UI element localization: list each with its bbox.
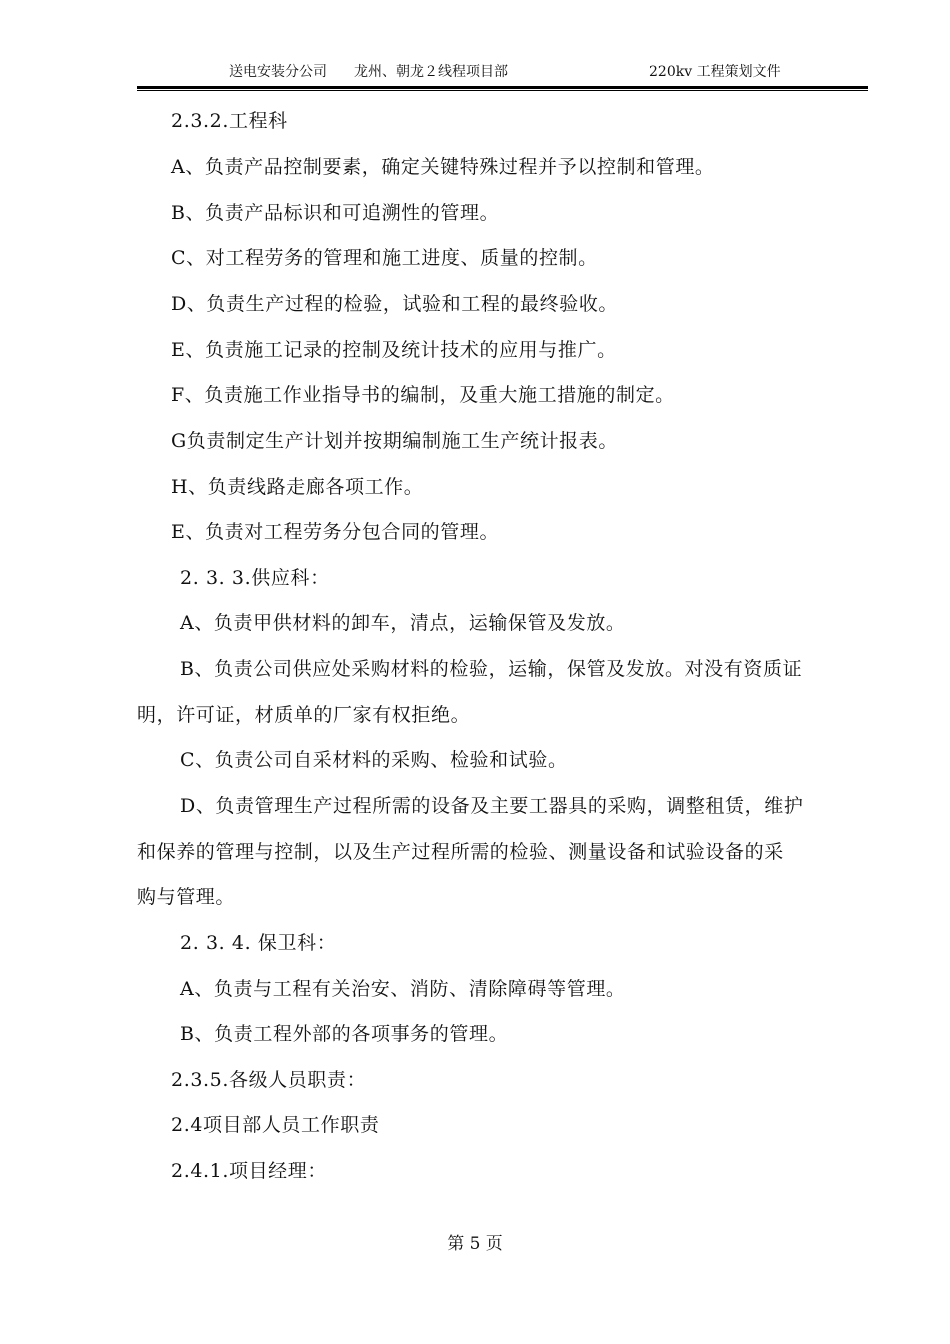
section-heading-supply: 2. 3. 3.供应科： <box>180 567 330 589</box>
section-heading-engineering: 2.3.2.工程科 <box>171 110 288 132</box>
paragraph-line: C、对工程劳务的管理和施工进度、质量的控制。 <box>171 247 598 269</box>
paragraph-line: G负责制定生产计划并按期编制施工生产统计报表。 <box>171 430 618 452</box>
paragraph-line: B、负责产品标识和可追溯性的管理。 <box>171 202 500 224</box>
paragraph-line: C、负责公司自采材料的采购、检验和试验。 <box>180 749 568 771</box>
paragraph-line: H、负责线路走廊各项工作。 <box>171 476 424 498</box>
paragraph-line: D、负责生产过程的检验，试验和工程的最终验收。 <box>171 293 619 315</box>
paragraph-line: F、负责施工作业指导书的编制，及重大施工措施的制定。 <box>171 384 675 406</box>
paragraph-line: E、负责对工程劳务分包合同的管理。 <box>171 521 500 543</box>
paragraph-line: A、负责与工程有关治安、消防、清除障碍等管理。 <box>180 978 626 1000</box>
paragraph-line: D、负责管理生产过程所需的设备及主要工器具的采购，调整租赁，维护 <box>180 795 804 817</box>
section-heading-project-manager: 2.4.1.项目经理： <box>171 1160 327 1182</box>
page-header <box>137 62 868 82</box>
header-rule-thin <box>137 90 868 91</box>
paragraph-line: B、负责公司供应处采购材料的检验，运输，保管及发放。对没有资质证 <box>180 658 803 680</box>
header-rule <box>137 86 868 89</box>
header-document-title: 220kv 工程策划文件 <box>649 64 781 80</box>
section-heading-project-staff: 2.4项目部人员工作职责 <box>171 1114 380 1136</box>
section-heading-staff-duties: 2.3.5.各级人员职责： <box>171 1069 367 1091</box>
paragraph-line: B、负责工程外部的各项事务的管理。 <box>180 1023 509 1045</box>
header-company: 送电安装分公司 <box>229 64 327 80</box>
paragraph-line: A、负责产品控制要素，确定关键特殊过程并予以控制和管理。 <box>171 156 715 178</box>
section-heading-security: 2. 3. 4. 保卫科： <box>180 932 337 954</box>
paragraph-line: A、负责甲供材料的卸车，清点，运输保管及发放。 <box>180 612 626 634</box>
paragraph-line: 和保养的管理与控制，以及生产过程所需的检验、测量设备和试验设备的采 <box>137 841 784 863</box>
paragraph-line: 购与管理。 <box>137 886 236 908</box>
page-number: 第 5 页 <box>447 1234 503 1254</box>
header-project: 龙州、朝龙２线程项目部 <box>354 64 508 80</box>
paragraph-line: 明，许可证，材质单的厂家有权拒绝。 <box>137 704 471 726</box>
paragraph-line: E、负责施工记录的控制及统计技术的应用与推广。 <box>171 339 617 361</box>
